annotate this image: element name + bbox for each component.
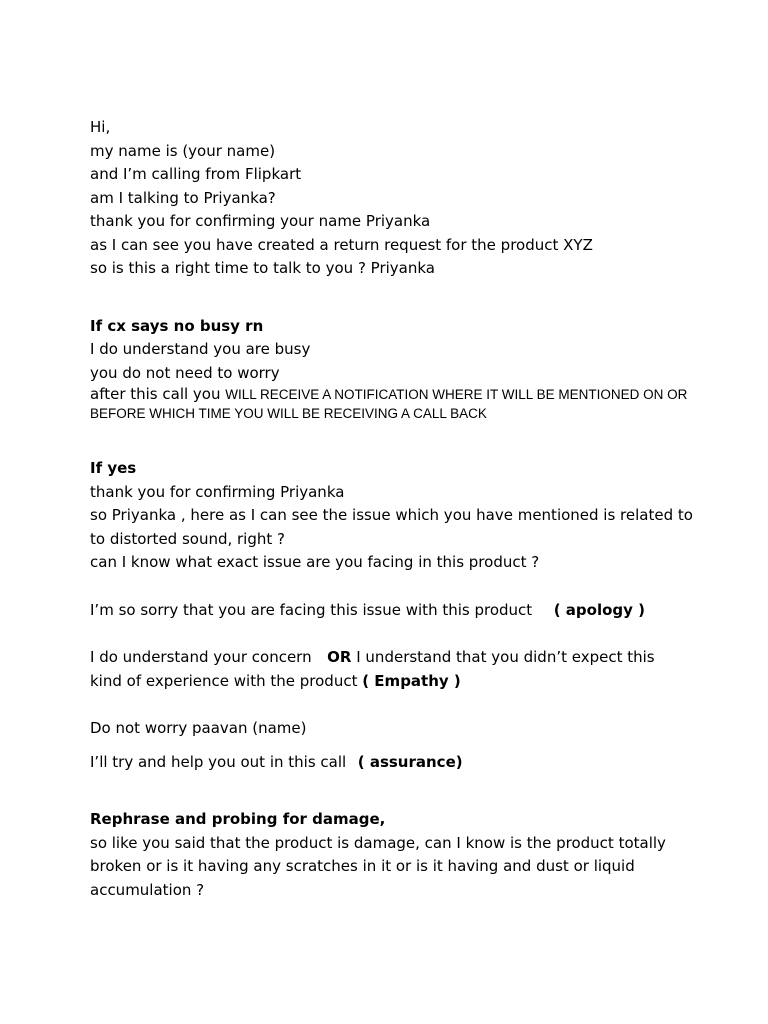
assurance-line-1: Do not worry paavan (name) xyxy=(90,719,307,737)
assurance-section xyxy=(90,717,690,774)
apology-tag: ( apology ) xyxy=(553,600,646,619)
greeting-line: as I can see you have created a return request for the product XYZ xyxy=(90,235,593,254)
yes-line: so Priyanka , here as I can see the issue which you have mentioned is related to xyxy=(90,506,693,524)
assurance-text: I’ll try and help you out in this call xyxy=(90,752,347,771)
callback-caps-text: WILL RECEIVE A NOTIFICATION WHERE IT WILL BE MENTIONED ON OR BEFORE WHICH TIME YOU WILL BE RECEIVING A CALL BACK xyxy=(90,387,688,421)
apology-line xyxy=(90,599,690,623)
busy-heading: If cx says no busy rn xyxy=(90,316,264,335)
empathy-paragraph xyxy=(90,646,690,693)
empathy-tag: ( Empathy ) xyxy=(362,671,461,690)
greeting-line: Hi, xyxy=(90,118,111,136)
yes-line: can I know what exact issue are you facing in this product ? xyxy=(90,553,540,571)
apology-text: I’m so sorry that you are facing this issue with this product xyxy=(90,600,533,619)
rephrase-heading: Rephrase and probing for damage, xyxy=(90,810,386,828)
yes-heading: If yes xyxy=(90,459,137,477)
callback-paragraph xyxy=(90,385,690,423)
empathy-text-2: I understand that you didn’t expect this kind of experience with the product xyxy=(90,648,655,690)
greeting-line: thank you for confirming your name Priyanka xyxy=(90,212,431,230)
yes-line: thank you for confirming Priyanka xyxy=(90,482,345,501)
rephrase-body: so like you said that the product is damage, can I know is the product totally broken or is it having any scratches in it or is it having and dust or liquid accumulation ? xyxy=(90,833,666,899)
rephrase-section xyxy=(90,808,690,902)
greeting-line: am I talking to Priyanka? xyxy=(90,188,276,207)
greeting-line: and I’m calling from Flipkart xyxy=(90,165,302,183)
document-page xyxy=(90,116,693,902)
empathy-or: OR xyxy=(327,648,352,666)
yes-line: to distorted sound, right ? xyxy=(90,529,285,548)
busy-line: you do not need to worry xyxy=(90,363,280,382)
assurance-line-2 xyxy=(90,751,690,775)
busy-line: I do understand you are busy xyxy=(90,340,311,358)
greeting-line: my name is (your name) xyxy=(90,141,276,160)
yes-section xyxy=(90,457,693,575)
busy-section xyxy=(90,315,690,424)
greeting-line: so is this a right time to talk to you ? Priyanka xyxy=(90,259,435,277)
greeting-section xyxy=(90,116,690,281)
assurance-tag: ( assurance) xyxy=(357,752,463,771)
callback-prefix: after this call you xyxy=(90,385,226,403)
empathy-text-1: I do understand your concern xyxy=(90,648,312,666)
